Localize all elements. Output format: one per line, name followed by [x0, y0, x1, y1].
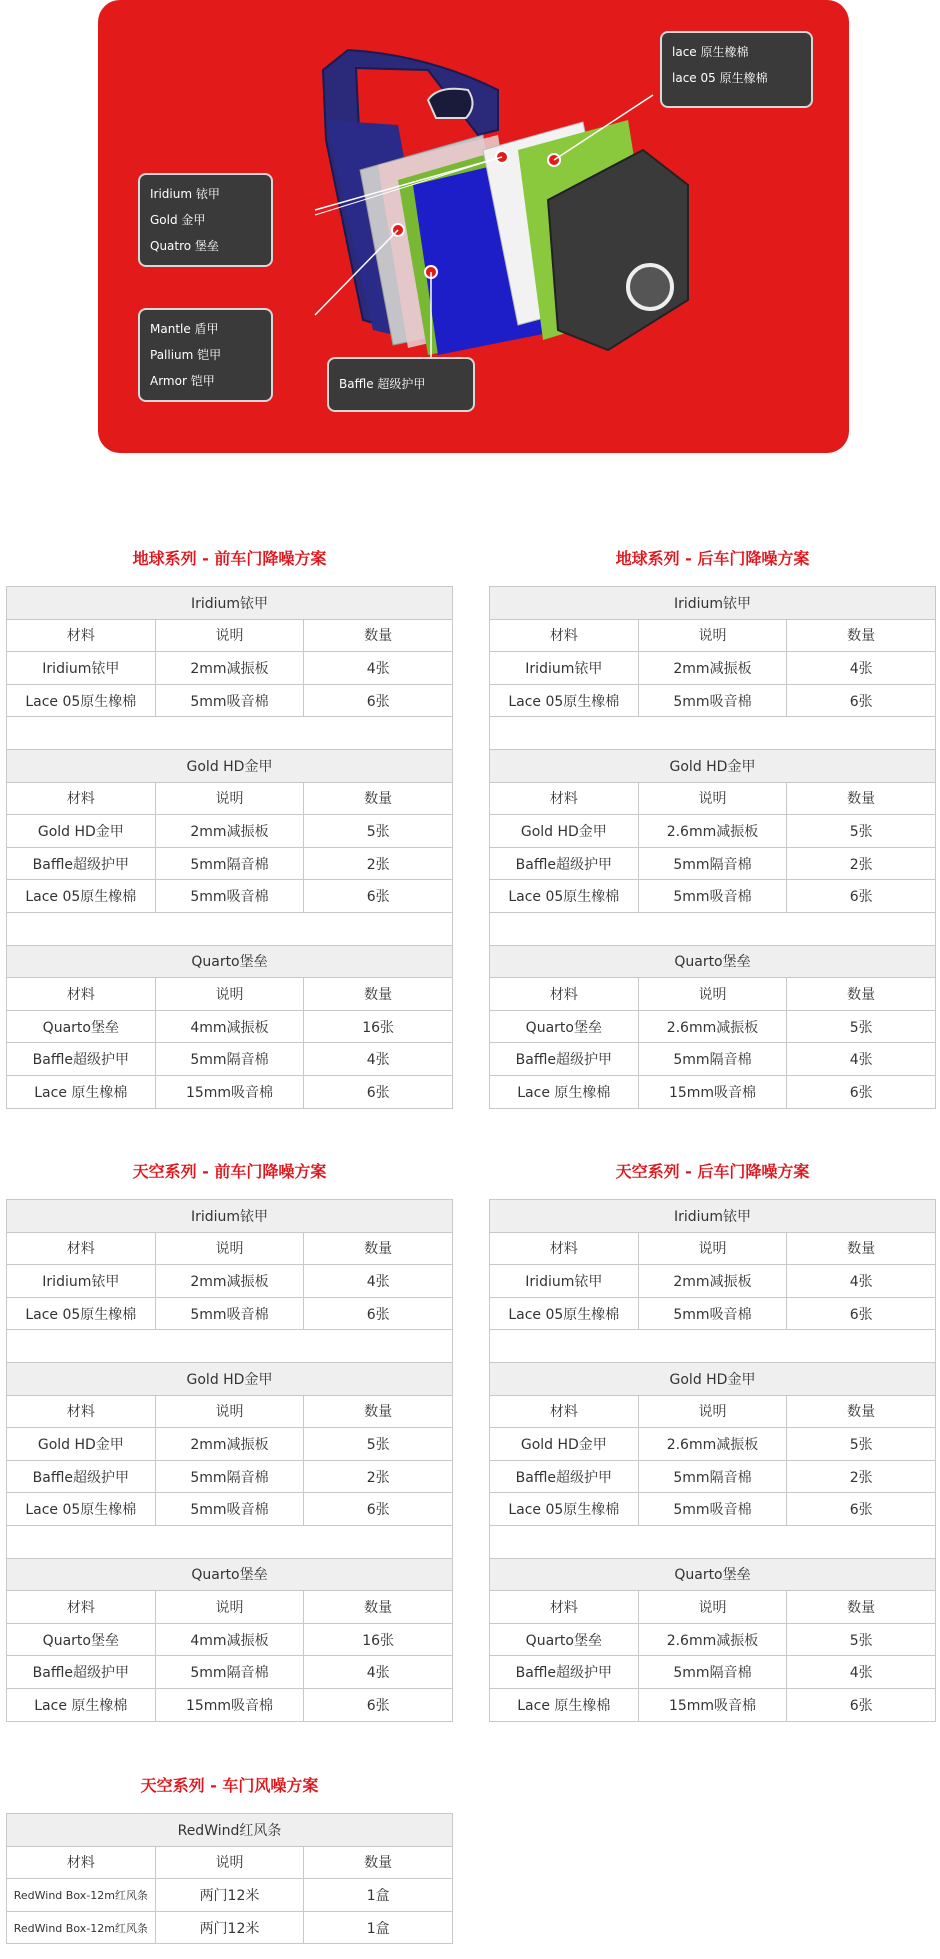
- group-header-cell: Iridium铱甲: [490, 1200, 936, 1233]
- material-cell: Lace 05原生橡棉: [490, 1297, 639, 1330]
- quantity-cell: 16张: [304, 1623, 453, 1656]
- spacer-cell: [7, 717, 453, 750]
- description-cell: 2mm减振板: [155, 815, 304, 848]
- table-group-header: [490, 1558, 936, 1591]
- hero-image: [98, 0, 849, 453]
- table-row: [7, 1297, 453, 1330]
- spacer-cell: [7, 912, 453, 945]
- table-row: [490, 1232, 936, 1265]
- material-cell: 材料: [7, 1846, 156, 1879]
- table-spacer-row: [490, 1330, 936, 1363]
- table-row: [7, 1656, 453, 1689]
- table-spacer-row: [490, 1525, 936, 1558]
- material-cell: Lace 原生橡棉: [490, 1688, 639, 1721]
- callout-bottom: [327, 357, 475, 412]
- table-row: [490, 978, 936, 1011]
- table-group-header: [490, 749, 936, 782]
- material-cell: 材料: [490, 619, 639, 652]
- material-cell: Baffle超级护甲: [7, 847, 156, 880]
- quantity-cell: 4张: [304, 1043, 453, 1076]
- table-row: [7, 1075, 453, 1108]
- description-cell: 说明: [155, 1232, 304, 1265]
- quantity-cell: 5张: [787, 1428, 936, 1461]
- description-cell: 4mm减振板: [155, 1623, 304, 1656]
- description-cell: 两门12米: [155, 1879, 304, 1912]
- table-row: [7, 652, 453, 685]
- section-title: 天空系列 - 车门风噪方案: [140, 1776, 319, 1795]
- table-row: [7, 1232, 453, 1265]
- quantity-cell: 2张: [787, 847, 936, 880]
- material-cell: 材料: [490, 782, 639, 815]
- quantity-cell: 5张: [787, 815, 936, 848]
- material-cell: 材料: [7, 782, 156, 815]
- table-row: [490, 847, 936, 880]
- callout-line: Armor 铠甲: [150, 374, 215, 388]
- table-row: [7, 1428, 453, 1461]
- material-cell: Lace 05原生橡棉: [7, 1493, 156, 1526]
- table-group-header: [490, 1200, 936, 1233]
- table-spacer-row: [490, 717, 936, 750]
- material-cell: 材料: [490, 1395, 639, 1428]
- material-cell: Gold HD金甲: [490, 1428, 639, 1461]
- material-cell: 材料: [7, 1395, 156, 1428]
- description-cell: 15mm吸音棉: [155, 1688, 304, 1721]
- material-cell: Iridium铱甲: [7, 652, 156, 685]
- description-cell: 5mm吸音棉: [638, 1493, 787, 1526]
- table-spacer-row: [7, 1525, 453, 1558]
- quantity-cell: 数量: [304, 1846, 453, 1879]
- table-row: [7, 1591, 453, 1624]
- group-header-cell: RedWind红风条: [7, 1814, 453, 1847]
- section-title: 天空系列 - 后车门降噪方案: [615, 1162, 810, 1181]
- quantity-cell: 6张: [787, 880, 936, 913]
- material-cell: Baffle超级护甲: [7, 1043, 156, 1076]
- description-cell: 说明: [155, 1591, 304, 1624]
- quantity-cell: 6张: [304, 684, 453, 717]
- table-spacer-row: [7, 912, 453, 945]
- callout-line: Baffle 超级护甲: [339, 377, 426, 391]
- material-cell: Baffle超级护甲: [7, 1656, 156, 1689]
- description-cell: 两门12米: [155, 1911, 304, 1944]
- quantity-cell: 5张: [304, 815, 453, 848]
- description-cell: 5mm隔音棉: [638, 1656, 787, 1689]
- description-cell: 5mm隔音棉: [638, 1460, 787, 1493]
- table-group-header: [7, 1200, 453, 1233]
- group-header-cell: Gold HD金甲: [7, 749, 453, 782]
- material-cell: Lace 05原生橡棉: [490, 684, 639, 717]
- quantity-cell: 1盒: [304, 1911, 453, 1944]
- group-header-cell: Gold HD金甲: [490, 1362, 936, 1395]
- quantity-cell: 数量: [787, 978, 936, 1011]
- table-row: [7, 1395, 453, 1428]
- description-cell: 说明: [638, 1232, 787, 1265]
- description-cell: 15mm吸音棉: [155, 1075, 304, 1108]
- description-cell: 说明: [638, 619, 787, 652]
- noise-table: [6, 1813, 453, 1944]
- quantity-cell: 1盒: [304, 1879, 453, 1912]
- table-group-header: [7, 749, 453, 782]
- description-cell: 5mm隔音棉: [155, 1656, 304, 1689]
- material-cell: Iridium铱甲: [7, 1265, 156, 1298]
- spacer-cell: [490, 717, 936, 750]
- quantity-cell: 6张: [787, 684, 936, 717]
- material-cell: RedWind Box-12m红风条: [7, 1879, 156, 1912]
- quantity-cell: 数量: [304, 1395, 453, 1428]
- group-header-cell: Quarto堡垒: [7, 1558, 453, 1591]
- table-row: [490, 1265, 936, 1298]
- table-group-header: [7, 587, 453, 620]
- description-cell: 5mm吸音棉: [155, 1297, 304, 1330]
- quantity-cell: 数量: [787, 1591, 936, 1624]
- quantity-cell: 数量: [787, 619, 936, 652]
- quantity-cell: 数量: [787, 1232, 936, 1265]
- quantity-cell: 6张: [787, 1493, 936, 1526]
- noise-table: [489, 586, 936, 1109]
- quantity-cell: 2张: [304, 847, 453, 880]
- quantity-cell: 4张: [787, 1265, 936, 1298]
- table-row: [7, 1460, 453, 1493]
- table-row: [490, 1656, 936, 1689]
- description-cell: 5mm隔音棉: [638, 1043, 787, 1076]
- quantity-cell: 4张: [787, 1656, 936, 1689]
- table-row: [490, 815, 936, 848]
- description-cell: 说明: [638, 782, 787, 815]
- spacer-cell: [490, 912, 936, 945]
- description-cell: 说明: [638, 1591, 787, 1624]
- quantity-cell: 4张: [304, 1656, 453, 1689]
- callout-left-top: [138, 173, 273, 267]
- callout-line: Quatro 堡垒: [150, 239, 219, 253]
- description-cell: 5mm隔音棉: [638, 847, 787, 880]
- quantity-cell: 5张: [787, 1623, 936, 1656]
- table-row: [490, 684, 936, 717]
- callout-line: Mantle 盾甲: [150, 322, 219, 336]
- table-spacer-row: [7, 717, 453, 750]
- description-cell: 说明: [155, 1395, 304, 1428]
- table-row: [490, 1297, 936, 1330]
- material-cell: Gold HD金甲: [7, 1428, 156, 1461]
- description-cell: 5mm吸音棉: [155, 1493, 304, 1526]
- description-cell: 说明: [155, 619, 304, 652]
- mirror: [428, 89, 473, 118]
- table-row: [7, 847, 453, 880]
- material-cell: 材料: [490, 978, 639, 1011]
- quantity-cell: 6张: [304, 1297, 453, 1330]
- quantity-cell: 数量: [304, 1232, 453, 1265]
- section-title: 天空系列 - 前车门降噪方案: [132, 1162, 327, 1181]
- group-header-cell: Quarto堡垒: [490, 1558, 936, 1591]
- description-cell: 2mm减振板: [155, 1428, 304, 1461]
- table-group-header: [7, 1814, 453, 1847]
- quantity-cell: 6张: [787, 1075, 936, 1108]
- quantity-cell: 数量: [787, 782, 936, 815]
- quantity-cell: 4张: [304, 1265, 453, 1298]
- description-cell: 15mm吸音棉: [638, 1075, 787, 1108]
- material-cell: Iridium铱甲: [490, 1265, 639, 1298]
- quantity-cell: 6张: [787, 1688, 936, 1721]
- group-header-cell: Gold HD金甲: [490, 749, 936, 782]
- quantity-cell: 16张: [304, 1010, 453, 1043]
- group-header-cell: Iridium铱甲: [7, 1200, 453, 1233]
- description-cell: 说明: [155, 782, 304, 815]
- callout-line: lace 原生橡棉: [672, 45, 749, 59]
- description-cell: 说明: [155, 1846, 304, 1879]
- description-cell: 15mm吸音棉: [638, 1688, 787, 1721]
- table-row: [490, 1395, 936, 1428]
- callout-line: Pallium 铠甲: [150, 348, 222, 362]
- material-cell: Gold HD金甲: [7, 815, 156, 848]
- material-cell: 材料: [7, 1232, 156, 1265]
- spacer-cell: [490, 1525, 936, 1558]
- material-cell: Baffle超级护甲: [490, 1460, 639, 1493]
- callout-line: Iridium 铱甲: [150, 187, 220, 201]
- quantity-cell: 6张: [304, 1688, 453, 1721]
- quantity-cell: 6张: [304, 1493, 453, 1526]
- material-cell: Baffle超级护甲: [7, 1460, 156, 1493]
- table-group-header: [7, 945, 453, 978]
- description-cell: 5mm吸音棉: [638, 880, 787, 913]
- section-title: 地球系列 - 后车门降噪方案: [615, 549, 810, 568]
- table-row: [490, 1493, 936, 1526]
- spacer-cell: [7, 1330, 453, 1363]
- material-cell: Quarto堡垒: [490, 1623, 639, 1656]
- material-cell: Baffle超级护甲: [490, 1043, 639, 1076]
- material-cell: 材料: [7, 1591, 156, 1624]
- material-cell: Lace 05原生橡棉: [490, 1493, 639, 1526]
- noise-table: [6, 1199, 453, 1722]
- material-cell: Gold HD金甲: [490, 815, 639, 848]
- callout-right: [660, 31, 813, 108]
- table-group-header: [490, 1362, 936, 1395]
- table-row: [490, 880, 936, 913]
- material-cell: Lace 原生橡棉: [7, 1688, 156, 1721]
- material-cell: Lace 原生橡棉: [490, 1075, 639, 1108]
- table-row: [7, 1688, 453, 1721]
- table-row: [7, 1493, 453, 1526]
- section-title: 地球系列 - 前车门降噪方案: [132, 549, 327, 568]
- quantity-cell: 4张: [787, 1043, 936, 1076]
- table-row: [7, 1846, 453, 1879]
- material-cell: Baffle超级护甲: [490, 847, 639, 880]
- description-cell: 5mm隔音棉: [155, 1043, 304, 1076]
- description-cell: 2.6mm减振板: [638, 1623, 787, 1656]
- description-cell: 2.6mm减振板: [638, 815, 787, 848]
- table-row: [490, 1460, 936, 1493]
- quantity-cell: 4张: [787, 652, 936, 685]
- table-row: [490, 782, 936, 815]
- description-cell: 2mm减振板: [638, 652, 787, 685]
- table-spacer-row: [490, 912, 936, 945]
- table-row: [7, 684, 453, 717]
- description-cell: 2.6mm减振板: [638, 1010, 787, 1043]
- material-cell: Lace 05原生橡棉: [7, 1297, 156, 1330]
- description-cell: 5mm吸音棉: [155, 880, 304, 913]
- material-cell: 材料: [490, 1591, 639, 1624]
- description-cell: 5mm隔音棉: [155, 1460, 304, 1493]
- speaker: [628, 265, 672, 309]
- quantity-cell: 数量: [304, 1591, 453, 1624]
- table-row: [490, 1010, 936, 1043]
- description-cell: 2mm减振板: [155, 1265, 304, 1298]
- quantity-cell: 5张: [787, 1010, 936, 1043]
- noise-table: [489, 1199, 936, 1722]
- description-cell: 说明: [638, 1395, 787, 1428]
- material-cell: Quarto堡垒: [7, 1010, 156, 1043]
- group-header-cell: Gold HD金甲: [7, 1362, 453, 1395]
- group-header-cell: Iridium铱甲: [7, 587, 453, 620]
- table-row: [7, 1043, 453, 1076]
- description-cell: 5mm吸音棉: [155, 684, 304, 717]
- quantity-cell: 数量: [304, 782, 453, 815]
- quantity-cell: 数量: [304, 978, 453, 1011]
- quantity-cell: 数量: [787, 1395, 936, 1428]
- table-group-header: [7, 1362, 453, 1395]
- quantity-cell: 6张: [787, 1297, 936, 1330]
- table-group-header: [490, 945, 936, 978]
- table-group-header: [7, 1558, 453, 1591]
- description-cell: 2.6mm减振板: [638, 1428, 787, 1461]
- description-cell: 5mm吸音棉: [638, 1297, 787, 1330]
- table-row: [7, 880, 453, 913]
- spacer-cell: [7, 1525, 453, 1558]
- material-cell: Quarto堡垒: [490, 1010, 639, 1043]
- material-cell: Iridium铱甲: [490, 652, 639, 685]
- noise-table: [6, 586, 453, 1109]
- description-cell: 说明: [638, 978, 787, 1011]
- table-row: [490, 1428, 936, 1461]
- table-row: [490, 652, 936, 685]
- table-spacer-row: [7, 1330, 453, 1363]
- quantity-cell: 5张: [304, 1428, 453, 1461]
- description-cell: 4mm减振板: [155, 1010, 304, 1043]
- quantity-cell: 数量: [304, 619, 453, 652]
- table-row: [7, 978, 453, 1011]
- table-row: [7, 1010, 453, 1043]
- table-group-header: [490, 587, 936, 620]
- table-row: [490, 1075, 936, 1108]
- material-cell: 材料: [7, 978, 156, 1011]
- table-row: [7, 782, 453, 815]
- table-row: [7, 1265, 453, 1298]
- table-row: [490, 619, 936, 652]
- table-row: [490, 1623, 936, 1656]
- spacer-cell: [490, 1330, 936, 1363]
- table-row: [490, 1688, 936, 1721]
- quantity-cell: 2张: [787, 1460, 936, 1493]
- quantity-cell: 6张: [304, 880, 453, 913]
- material-cell: Lace 05原生橡棉: [7, 880, 156, 913]
- quantity-cell: 2张: [304, 1460, 453, 1493]
- material-cell: RedWind Box-12m红风条: [7, 1911, 156, 1944]
- quantity-cell: 6张: [304, 1075, 453, 1108]
- description-cell: 5mm隔音棉: [155, 847, 304, 880]
- table-row: [7, 619, 453, 652]
- material-cell: 材料: [490, 1232, 639, 1265]
- table-row: [490, 1591, 936, 1624]
- table-row: [7, 1623, 453, 1656]
- description-cell: 5mm吸音棉: [638, 684, 787, 717]
- callout-line: lace 05 原生橡棉: [672, 71, 768, 85]
- description-cell: 说明: [155, 978, 304, 1011]
- table-row: [490, 1043, 936, 1076]
- group-header-cell: Iridium铱甲: [490, 587, 936, 620]
- group-header-cell: Quarto堡垒: [490, 945, 936, 978]
- material-cell: Lace 05原生橡棉: [490, 880, 639, 913]
- callout-left-bottom: [138, 308, 273, 402]
- group-header-cell: Quarto堡垒: [7, 945, 453, 978]
- material-cell: Lace 原生橡棉: [7, 1075, 156, 1108]
- description-cell: 2mm减振板: [638, 1265, 787, 1298]
- table-row: [7, 815, 453, 848]
- table-row: [7, 1879, 453, 1912]
- material-cell: Baffle超级护甲: [490, 1656, 639, 1689]
- description-cell: 2mm减振板: [155, 652, 304, 685]
- callout-line: Gold 金甲: [150, 213, 206, 227]
- material-cell: Quarto堡垒: [7, 1623, 156, 1656]
- quantity-cell: 4张: [304, 652, 453, 685]
- material-cell: Lace 05原生橡棉: [7, 684, 156, 717]
- material-cell: 材料: [7, 619, 156, 652]
- table-row: [7, 1911, 453, 1944]
